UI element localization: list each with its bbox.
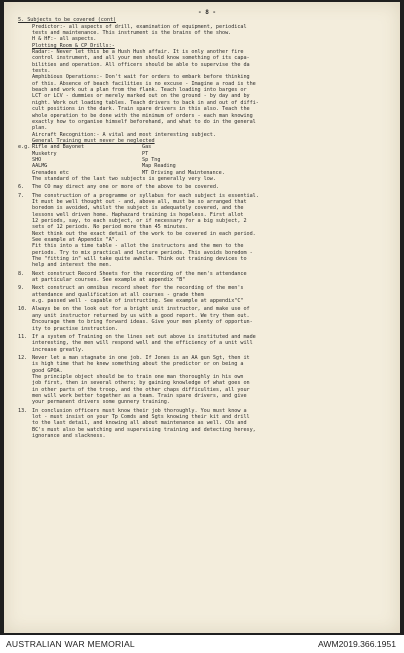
line: Aircraft Recognition:- A vital and most interesting subject.: [32, 131, 216, 138]
paragraph-9: [18, 285, 396, 304]
para-number: 7.: [18, 192, 25, 199]
para-number: 6.: [18, 184, 25, 191]
line: your permanent drivers some gunnery training.: [32, 399, 170, 406]
list-item: Musketry: [32, 150, 57, 157]
line: Radar:- Never let this be a Hush Hush affair. It is only another fire: [32, 49, 244, 56]
line: tests and maintenance. This instrument is the brains of the show.: [32, 30, 232, 37]
paragraph-7: [18, 193, 396, 269]
paragraph-13: [18, 408, 396, 440]
line: lessons well driven home. Haphazard training is hopeless. First allot: [32, 211, 244, 218]
line: The construction of a programme or syllabus for each subject is essential.: [32, 192, 259, 199]
list-item: AALMG: [32, 163, 48, 170]
line: in other parts of the troop, and the other chaps difficulties, all your: [32, 386, 250, 393]
line: boredom is avoided, whilst the subject is adequately covered, and the: [32, 205, 244, 212]
line: Amphibious Operations:- Don't wait for orders to embark before thinking: [32, 74, 250, 81]
line: Encourage them to bring forward ideas. Give your men plenty of opportun-: [32, 319, 253, 326]
list-item: Gas: [142, 144, 152, 151]
line: H & HF:- all aspects.: [32, 36, 97, 43]
line: whole operation to be done with the minimum of orders - each man knowing: [32, 112, 253, 119]
line: General Training must never be neglected: [32, 137, 155, 144]
line: any unit instructor returned by us with a good report. We try them out.: [32, 312, 250, 319]
line: is high time that he knew something about the predictor or on being a: [32, 361, 244, 368]
typed-text: [18, 10, 396, 439]
footer-institution: AUSTRALIAN WAR MEMORIAL: [6, 639, 135, 649]
line: cult positions in the dark. Train spare drivers in this also. Teach the: [32, 106, 250, 113]
line: In conclusion officers must know their job thoroughly. You must know a: [32, 407, 247, 414]
line: Fit this into a time table - allot the instructors and the men to the: [32, 243, 244, 250]
line: See example at Appendix "A".: [32, 237, 118, 244]
line: control instrument, and all your men should know something of its capa-: [32, 55, 250, 62]
line: periods. Try to mix practical and lecture periods. This avoids boredom -: [32, 249, 253, 256]
para-number: 13.: [18, 407, 28, 414]
paragraph-10: [18, 306, 396, 331]
paragraph-12: [18, 355, 396, 406]
list-prefix: e.g.: [18, 144, 31, 151]
line: 12 periods, say, to each subject, or if necessary for a big subject, 2: [32, 218, 247, 224]
list-item: Sp Tng: [142, 156, 161, 163]
list-item: PT: [142, 150, 149, 157]
paragraph-8: [18, 271, 396, 284]
line: LCT or LCV - dummies or merely marked out on the ground - by day and by: [32, 93, 250, 100]
training-list: [18, 144, 396, 176]
line: increase greatly.: [32, 346, 85, 353]
line: Predictor:- all aspects of drill, examination of equipment, periodical: [32, 23, 247, 30]
line: tests.: [32, 68, 51, 75]
line: Next think out the exact detail of the work to be covered in each period.: [32, 230, 256, 237]
para-number: 8.: [18, 270, 25, 277]
list-item: Grenades etc: [32, 169, 69, 176]
para-number: 12.: [18, 354, 28, 361]
line: bilities and operation. All officers should be able to supervise the da: [32, 61, 250, 68]
line: Plotting Room & CP Drills:-: [32, 42, 115, 49]
para-number: 9.: [18, 285, 25, 292]
page-number: - 8 -: [198, 9, 216, 16]
line: attendance and qualification at all courses - grade them: [32, 291, 204, 298]
line: e.g. passed well - capable of instructing. See example at appendix"C": [32, 298, 244, 305]
line: sets of 12 periods. No period more than 45 minutes.: [32, 224, 189, 231]
footer-accession-number: AWM2019.366.1951: [317, 639, 396, 649]
line: at particular courses. See example at appendix "B": [32, 277, 186, 284]
line: Always be on the look out for a bright unit instructor, and make use of: [32, 306, 250, 313]
document-page: [4, 2, 400, 633]
list-item: Rifle and Bayonet: [32, 144, 85, 151]
paragraph-6: [18, 184, 396, 190]
list-item: MT Driving and Maintenance.: [142, 169, 225, 176]
line: Never let a man stagnate in one job. If Jones is an AA gun Sgt, then it: [32, 354, 250, 361]
list-item: Map Reading: [142, 163, 176, 170]
line: to the last detail, and knowing all about maintenance as well. COs and: [32, 420, 247, 427]
line: Next construct Record Sheets for the recording of the men's attendance: [32, 270, 247, 277]
line: job first, then in several others; by gaining knowledge of what goes on: [32, 380, 250, 387]
line: of this. Absence of beach facilities is no excuse - Imagine a road is the: [32, 80, 256, 87]
line: men will work better together as a team. Train spare drivers, and give: [32, 392, 247, 399]
list-prefix: [18, 170, 32, 176]
line: The "fitting in" will take quite awhile. Think out training devices to: [32, 256, 247, 263]
line: lot - must insist on your Tp Comds and Sgts knowing their kit and drill: [32, 413, 250, 420]
standard-note: The standard of the last two subjects is generally very low.: [32, 175, 216, 182]
footer-bar: [0, 635, 404, 653]
line: beach and work out a plan from the flank. Teach loading into barges or: [32, 87, 247, 94]
para-number: 11.: [18, 333, 28, 340]
para-number: 10.: [18, 306, 28, 313]
line: BC's must also be watching and supervising training and detecting heresy,: [32, 426, 256, 433]
line: exactly how to organise himself beforehand, and what to do in the general: [32, 118, 256, 125]
paragraph-11: [18, 334, 396, 353]
line: The CO may direct any one or more of the above to be covered.: [32, 184, 219, 191]
list-item: SHO: [32, 156, 42, 163]
line: Next construct an omnibus record sheet for the recording of the men's: [32, 285, 244, 292]
line: The principle object should be to train one man thoroughly in his own: [32, 373, 244, 380]
line: If a system of Training on the lines set out above is instituted and made: [32, 333, 256, 340]
line: It must be well thought out - and, above all, must be so arranged that: [32, 198, 247, 205]
section-5-heading: 5. Subjects to be covered (cont): [18, 17, 117, 24]
line: help and interest the men.: [32, 262, 112, 269]
line: ignorance and slackness.: [32, 433, 106, 439]
line: night. Work out loading tables. Teach drivers to back in and out of diffi-: [32, 99, 259, 106]
line: ity to practise instruction.: [32, 325, 118, 332]
line: good GPOA.: [32, 367, 63, 374]
line: interesting, the men will respond well and the efficiency of a unit will: [32, 340, 253, 347]
line: plan.: [32, 125, 48, 132]
